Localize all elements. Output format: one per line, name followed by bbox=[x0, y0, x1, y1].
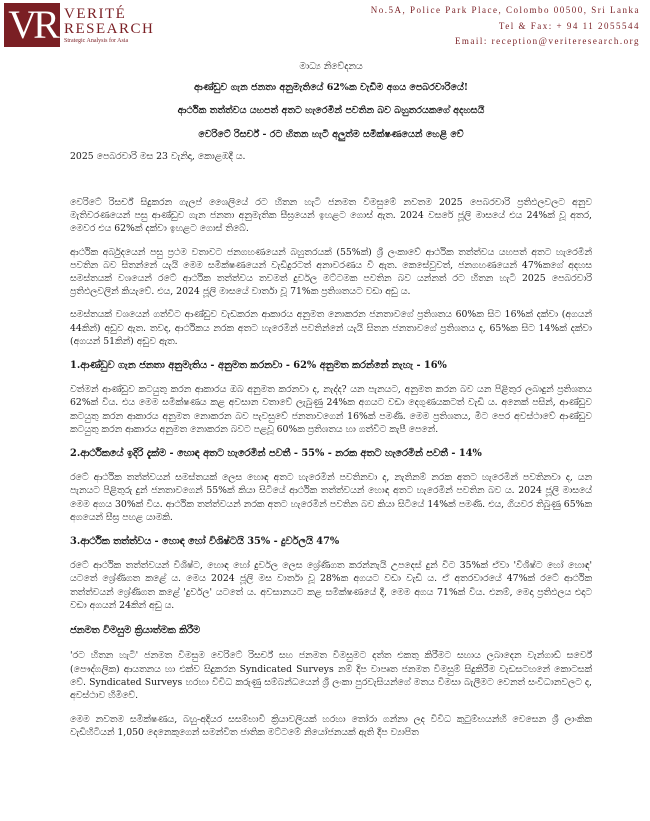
contact-block bbox=[371, 3, 640, 50]
kicker: මාධ්‍ය නිවේදනය bbox=[299, 61, 363, 72]
source-line: වෙරිටේ රිසර්ච් - රට හිතන හැටි අලුත්ම සමීක්ෂණයෙන් හෙළි වේ bbox=[198, 128, 464, 140]
section-heading-1: 1.ආණ්ඩුව ගැන ජනතා අනුමැතිය - අනුමත කරනවා - 62% අනුමත කරන්නේ නැහැ - 16% bbox=[70, 360, 447, 372]
logo-mark: VR bbox=[4, 3, 60, 47]
subheadline: ආර්ථික තත්ත්වය යහපත් අතට හැරෙමින් පවතින බව බහුතරයකගේ අදහසයි bbox=[177, 105, 485, 117]
letterhead bbox=[0, 0, 650, 58]
paragraph-approval-rise: වෙරිටේ රිසර්ච් සිදුකරන ගැලප් ශෛලියේ රට හිතන හැටි ජනමත විමසුමේ නවතම 2025 පෙබරවාරි ප්‍රතිඵලවලට අනුව මැතිවරණයෙන් පසු ආණ්ඩුව ගැන ජනතා අනුමැතික සීඝ්‍රයෙන් ඉහළට ගොස් ඇත. 2024 වසරේ ජූලි මාසයේ එය 24%ක් වූ අතර, මෙවර එය 62%ක් දක්වා ඉහළට ගොස් තිබේ. bbox=[70, 197, 592, 235]
email: Email: reception@veriteresearch.org bbox=[454, 36, 640, 46]
logo-word-research: RESEARCH bbox=[64, 21, 155, 37]
section-heading-2: 2.ආර්ථිකයේ ඉදිරි දැක්ම - හොඳ අතට හැරෙමින් පවතී - 55% - නරක අතට හැරෙමින් පවතී - 14% bbox=[70, 448, 482, 460]
paragraph-economy-outlook: ආර්ථික අර්බුදයෙන් පසු ප්‍රථම වතාවට ජනගහණයෙන් බහුතරයක් (55%ක්) ශ්‍රී ලංකාවේ ආර්ථික තත්ත්වය යහපත් අතට හැරෙමින් පවතින බව සිතන්නේ යැයි මෙම සමීක්ෂණයෙන් වැඩිදුරටත් අනාවරණය වී ඇත. කෙසේවුවත්, ජනගහණයෙන් 47%කගේ අදහස සමස්තයක් වශයෙන් රටේ ආර්ථික තත්ත්වය තවමත් දුර්වල මට්ටමක පවතින බව යන්නත් රට හිතන හැටි 2025 පෙබරවාරි ප්‍රතිඵලවලින් කියැවේ. එය, 2024 ජූලි මාසයේ වාර්තා වූ 71%ක ප්‍රතිශතයට වඩා අඩු ය. bbox=[70, 246, 593, 298]
paragraph-outlook-detail: රටේ ආර්ථික තත්ත්වයන් සමස්තයක් ලෙස හොඳ අතට හැරෙමින් පවතිනවා ද, නැතිනම් නරක අතට හැරෙමින් පවතිනවා ද, යන පැනයට පිළිතුරු දුන් ජනතාවගෙන් 55%ක් කියා සිටියේ ආර්ථික තත්ත්වයන් හොඳ අතට හැරෙමින් පවතින බව ය. 2024 ජූලි මාසයේ මෙම අගය 30%ක් විය. ආර්ථික තත්ත්වයන් නරක අතට හැරෙමින් පවතින බව කියා සිටියේ 14%ක් පමණි. එය, ගියවර තිබුණු 65%ක අගයෙන් සීඝ්‍ර පහළ යාමකි. bbox=[70, 472, 592, 523]
press-release-body bbox=[70, 60, 592, 740]
section-heading-methodology: ජනමත විමසුම ක්‍රියාත්මක කිරීම bbox=[70, 625, 201, 637]
address: No.5A, Police Park Place, Colombo 00500, Sri Lanka bbox=[370, 5, 640, 15]
dateline: 2025 පෙබරවාරි මස 23 වැනිදා, කොළඹදී ය. bbox=[70, 150, 246, 162]
verite-research-logo bbox=[4, 3, 154, 47]
section-heading-3: 3.ආර්ථික තත්ත්වය - හොඳ හෝ විශිෂ්ටයි 35% - දුර්වලයි 47% bbox=[70, 536, 340, 548]
paragraph-rating-detail: රටේ ආර්ථික තත්ත්වයන් විශිෂ්ට, හොඳ හෝ දුර්වල ලෙස ශ්‍රේණිගත කරන්නැයි උපදෙස් දුන් විට 35%ක් ඒවා 'විශිෂ්ට හෝ හොඳ' යටතේ ශ්‍රේණිගත කළේ ය. මෙය 2024 ජූලි මස වාර්තා වූ 28%ක අගයට වඩා වැඩි ය. ඒ අතරවාරයේ 47%ක් රටේ ආර්ථික තත්ත්වයන් ශ්‍රේණිගත කළේ 'දුර්වල' යටතේ ය. අවසානයට කළ සමීක්ෂණයේ දී, මෙම අගය 71%ක් විය. එනම්, මෙදා ප්‍රතිඵලය එදාට වඩා අගයන් 24කින් අඩු ය. bbox=[70, 560, 592, 611]
phone-fax: Tel & Fax: + 94 11 2055544 bbox=[498, 20, 640, 31]
logo-wordmark bbox=[64, 3, 154, 44]
paragraph-approval-detail: වත්මන් ආණ්ඩුව කටයුතු කරන ආකාරය ඔබ අනුමත කරනවා ද, නැද්ද? යන පැනයට, අනුමත කරන බව යන පිළිතුර ලබාදුන් ප්‍රතිශතය 62%ක් විය. එය මෙම සමීක්ෂණය කළ අවසාන වතාවේ ලැබුණු 24%ක අගයට වඩා දෙගුණයකටත් වැඩි ය. අනෙක් පසින්, ආණ්ඩුව කටයුතු කරන ආකාරය අනුමත නොකරන බව පැවසුවේ ජනතාවගෙන් 16%ක් පමණි. මෙම ප්‍රතිශතය, මීට පෙර අවස්ථාවේ ආණ්ඩුව කටයුතු කරන ආකාරය අනුමත නොකරන බවට පළවූ 60%ක ප්‍රතිශතය හා ගත්විට කැපී පෙනේ. bbox=[70, 384, 592, 435]
paragraph-methodology: 'රට හිතන හැටි' ජනමත විමසුම වෙරිටේ රිසර්ච් සහ ජනමත විමසුමට දත්ත එකතු කිරීමට සහාය ලබාදෙන වැන්ගාඩ් සර්වේ (පෞද්ගලික) ආයතනය හා එක්ව සිදුකරන Syndicated Surveys නම් දිප වාපෘත ජනමත විමසුම් සිදුකිරීම වැඩසටහනේ කොටසක් වේ. Syndicated Surveys හරහා විවිධ කරුණු සම්බන්ධයෙන් ශ්‍රී ලංකා පුරවැසියන්ගේ මතය විමසා බැලීමට වෙනත් සංවිධානවලට ද, අවස්ථාව හිමිවේ. bbox=[70, 650, 592, 701]
paragraph-disapproval-drop: සමස්තයක් වශයෙන් ගත්විට ආණ්ඩුව වැඩකරන ආකාරය අනුමත නොකරන ජනතාවගේ ප්‍රතිශතය 60%ක සිට 16%ක් දක්වා (අගයන් 44කින්) අඩුව ඇත. තවද, ආර්ථිකය නරක අතට හැරෙමින් පවතින්නේ යැයි සිතන ජනතාවගේ ප්‍රතිශතය ද, 65%ක සිට 14%ක් දක්වා (අගයන් 51කින්) අඩුව ඇත. bbox=[70, 309, 592, 347]
paragraph-sample: මෙම නවතම සමීක්ෂණය, බහු-අදියර සසම්භාවී ක්‍රියාවලියක් හරහා තෝරා ගන්නා ලද විවිධ කුටුම්භයන්හි වෙසෙන ශ්‍රී ලාංකික වැඩිහිටියන් 1,050 දෙනෙකුගෙන් සමන්විත ජාතික මට්ටමේ නියෝජනයක් ඇති දීප ව්‍යාපිත bbox=[70, 714, 592, 739]
headline: ආණ්ඩුව ගැන ජනතා අනුමැතියේ 62%ක වැඩීම අගය පෙබරවාරියේ! bbox=[193, 82, 469, 94]
logo-word-verite: VERITÉ bbox=[64, 6, 127, 22]
logo-tagline: Strategic Analysis for Asia bbox=[64, 38, 129, 44]
